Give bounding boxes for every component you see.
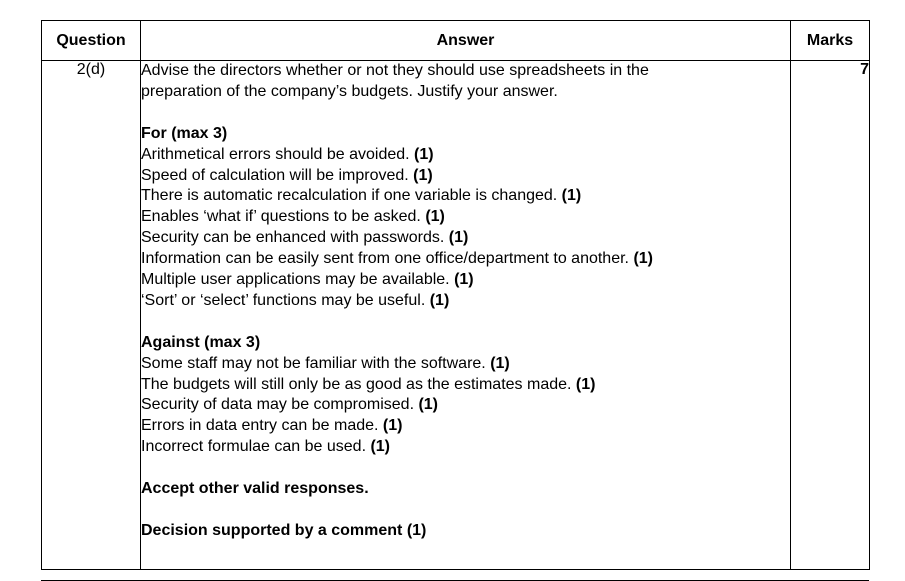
- mark-label: (1): [370, 438, 391, 456]
- mark-label: (1): [414, 145, 434, 163]
- marks-value: 7: [791, 61, 870, 570]
- accept-other-note: Accept other valid responses.: [141, 480, 369, 498]
- header-question: Question: [42, 21, 141, 61]
- against-point: Errors in data entry can be made. (1): [141, 417, 403, 435]
- mark-label: (1): [425, 208, 445, 226]
- question-number: 2(d): [42, 61, 141, 570]
- against-point: The budgets will still only be as good as the estimates made. (1): [141, 375, 596, 393]
- mark-label: (1): [454, 271, 474, 289]
- mark-label: (1): [490, 354, 510, 372]
- mark-label: (1): [561, 187, 582, 205]
- against-point: Security of data may be compromised. (1): [141, 396, 439, 414]
- header-marks: Marks: [791, 21, 870, 61]
- mark-label: (1): [575, 375, 596, 393]
- mark-scheme-sheet: [41, 20, 869, 581]
- for-point: Speed of calculation will be improved. (1): [141, 166, 433, 184]
- table-row: [42, 61, 870, 570]
- answer-cell: [141, 61, 791, 570]
- mark-label: (1): [413, 166, 433, 184]
- for-point: Information can be easily sent from one office/department to another. (1): [141, 250, 653, 268]
- for-point: Enables ‘what if’ questions to be asked. (1): [141, 208, 445, 226]
- for-point: Security can be enhanced with passwords. (1): [141, 229, 469, 247]
- against-point: Some staff may not be familiar with the software. (1): [141, 354, 510, 372]
- against-point: Incorrect formulae can be used. (1): [141, 438, 391, 456]
- mark-label: (1): [382, 417, 403, 435]
- decision-note: Decision supported by a comment (1): [141, 521, 427, 539]
- mark-label: (1): [448, 229, 469, 247]
- mark-label: (1): [429, 291, 450, 309]
- against-heading: Against (max 3): [141, 333, 261, 351]
- mark-label: (1): [633, 250, 653, 268]
- table-header-row: [42, 21, 870, 61]
- for-heading: For (max 3): [141, 124, 228, 142]
- mark-label: (1): [418, 396, 439, 414]
- prompt-line-2: preparation of the company’s budgets. Justify your answer.: [141, 82, 558, 100]
- header-answer: Answer: [141, 21, 791, 61]
- for-point: There is automatic recalculation if one variable is changed. (1): [141, 187, 582, 205]
- for-point: Multiple user applications may be available. (1): [141, 271, 474, 289]
- for-point: Arithmetical errors should be avoided. (1): [141, 145, 434, 163]
- prompt-line-1: Advise the directors whether or not they should use spreadsheets in the: [141, 62, 649, 79]
- for-point: ‘Sort’ or ‘select’ functions may be useful. (1): [141, 291, 450, 309]
- mark-scheme-table: [41, 20, 870, 570]
